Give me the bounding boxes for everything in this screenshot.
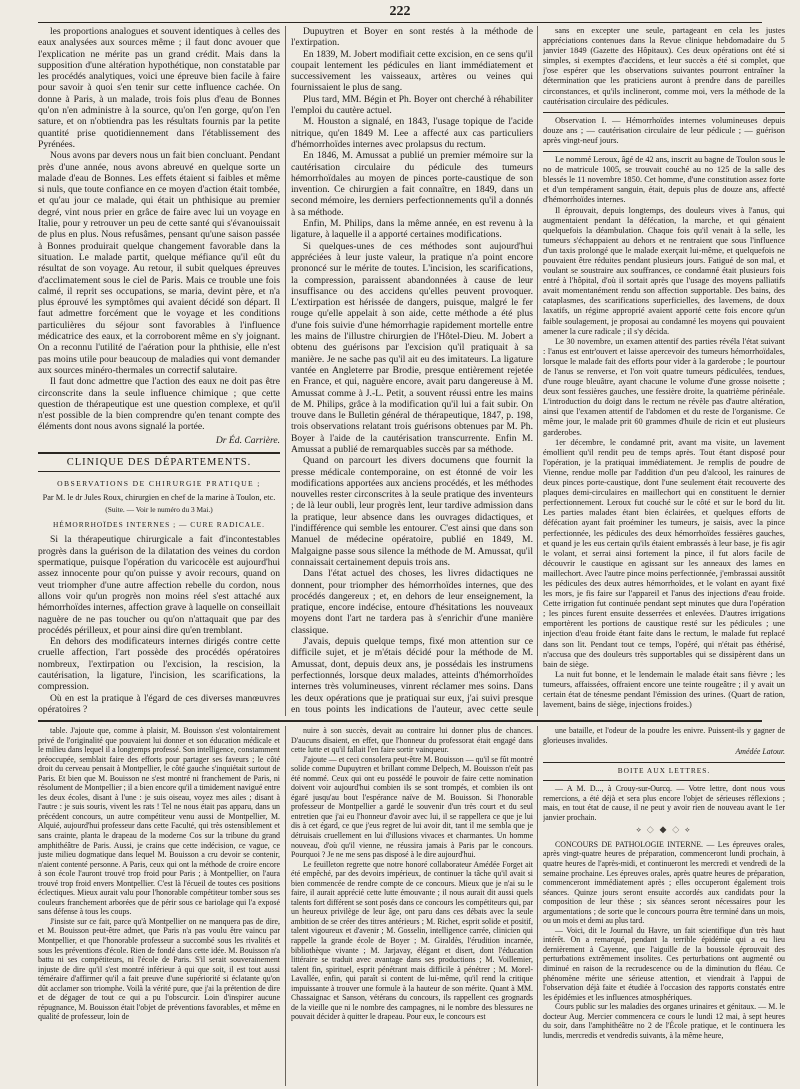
paragraph: Cours public sur les maladies des organes urinaires et génitaux. — M. le docteur Aug. Mercier commencera ce cours le lundi 12 mai, à sept heures du soir, dans l'amphithéâtre no 2 de l'École pratique, et le continuera les lundis, mercredis et vendredis suivants, à la même heure, (543, 1002, 785, 1040)
paragraph: une bataille, et l'odeur de la poudre les enivre. Puissent-ils y gagner de glorieuses invalides. (543, 726, 785, 745)
paragraph: CONCOURS DE PATHOLOGIE INTERNE. — Les épreuves orales, après vingt-quatre heures de préparation, commenceront lundi prochain, à quatre heures de l'après-midi, et continueront les mercredi et vendredi de la semaine prochaine. Les épreuves orales, après quatre heures de préparation, commenceront immédiatement après ; elles occuperont également trois séances. Quinze jours seront ensuite accordés aux candidats pour la composition de leur thèse ; six séances seront nécessaires pour les argumentations ; de sorte que le concours pourra être terminé dans un mois, ou un mois et demi au plus tard. (543, 839, 785, 926)
paragraph: J'avais, depuis quelque temps, fixé mon attention sur ce difficile sujet, et je m'étais décidé pour la méthode de M. Amussat, dont, depuis deux ans, je possédais les instrumens perfectionnés, lorsque deux malades, atteints d'hémorrhoïdes internes très volumineuses, vinrent réclamer mes soins. Dans les deux opérations que je pratiquai sur eux, j'ai suivi presque en tous points les indications de l'auteur, avec cette seule (291, 636, 533, 715)
paragraph: sans en excepter une seule, partageant en cela les justes appréciations contenues dans la Revue clinique hebdomadaire du 5 janvier 1849 (Gazette des Hôpitaux). Ces deux opérations ont été si simples, si exemptes d'accidens, et leur succès a été si complet, que j'ose espérer que les observations suivantes pourront entraîner la détermination que les praticiens auront à prendre dans de pareilles circonstances, et qu'ils inclineront, comme moi, vers la méthode de la cautérisation circulaire des pédicules. (543, 26, 785, 106)
article-column-1 (38, 26, 280, 716)
feuilleton-column-1 (38, 726, 280, 1086)
feuilleton-column-2 (291, 726, 533, 1086)
divider (543, 112, 785, 113)
article-column-3 (543, 26, 785, 716)
article-subheading: HÉMORRHOÏDES INTERNES ; — CURE RADICALE. (52, 520, 266, 530)
paragraph: Si la thérapeutique chirurgicale a fait d'incontestables progrès dans la guérison de la dilatation des veines du cordon spermatique, puisque l'opération du varicocèle est aujourd'hui assez innocente pour qu'on puisse y avoir recours, quand on veut triompher d'une autre affection rebelle du cordon, nous allons voir qu'un progrès non moins réel s'est attaché aux hémorrhoïdes internes, affection grave à laquelle on conseillait naguère de ne pas toucher ou qu'on n'attaquait que par des procédés périlleux, et pour ainsi dire qu'en tremblant. (38, 534, 280, 636)
paragraph: Il faut donc admettre que l'action des eaux ne doit pas être circonscrite dans la seule influence chimique ; que cette question de thérapeutique est une question complexe, et qu'il n'est possible de la bien comprendre qu'en tenant compte des éléments dont nous avons signalé la portée. (38, 376, 280, 433)
paragraph: table. J'ajoute que, comme à plaisir, M. Bouisson s'est volontairement privé de l'originalité que pouvaient lui donner et son éducation médicale et le milieu dans lequel il a longtemps professé. Son intelligence, constamment préoccupée, semblait faire des efforts pour partager ses faveurs ; le côté droit du cerveau pensait à Montpellier, le côté gauche s'inquiétait surtout de Paris. Et bien que M. Bouisson ne s'est montré ni franchement de Paris, ni résolument de Montpellier ; il a bien encore qu'il a timidement navigué entre les deux écoles, disant à l'une : je suis oiseau, voyez mes ailes ; disant à l'autre : je suis souris, vivent les rats ! Tel ne nous était pas apparu, dans un précédent concours, un autre compétiteur venu aussi de Montpellier, M. Alquié, aujourd'hui professeur dans cette Faculté, qui très ostensiblement et sans crainte, planta le drapeau de la moderne Cos sur la tribune du grand amphithéâtre de Paris. Aussi, je crains que cette indécision, ce vague, ce juste milieu dogmatique dans lequel M. Bouisson a cru devoir se contenir, n'aient contenté personne. A Paris, ceux qui ont la méthode de croire encore à son école l'auront trouvé trop froid pour Paris ; à Montpellier, on l'aura trouvé trop froid envers Montpellier. C'est là l'écueil de toutes ces positions éclectiques. Mieux aurait valu pour l'honorable compétiteur tomber sous ses couleurs franchement arborées que de périr sous ce bariolage qui l'a exposé sans défense à tous les coups. (38, 726, 280, 917)
ornament-divider: ⟡ ◇ ◆ ◇ ⟡ (636, 826, 692, 835)
header-rule (38, 22, 762, 23)
paragraph: Le nommé Leroux, âgé de 42 ans, inscrit au bagne de Toulon sous le no de matricule 1005, se trouvait couché au no 125 de la salle des blessés le 11 novembre 1850. Cet homme, d'une constitution assez forte et d'un tempérament sanguin, était, depuis plus de douze ans, affecté d'hémorrhoïdes internes. (543, 155, 785, 205)
paragraph: nuire à son succès, devait au contraire lui donner plus de chances. D'aucuns disaient, en effet, que l'honneur du professorat était engagé dans cette lutte et qu'il fallait l'en faire sortir vainqueur. (291, 726, 533, 755)
author-signature: Dr Éd. Carrière. (215, 434, 280, 446)
divider (543, 780, 785, 781)
paragraph: Où en est la pratique à l'égard de ces diverses manœuvres opératoires ? (38, 692, 280, 715)
section-heading: BOITE AUX LETTRES. (617, 765, 711, 775)
paragraph: Le 30 novembre, un examen attentif des parties révéla l'état suivant : l'anus est entr'ouvert et laisse apercevoir des tumeurs hémorrhoïdales, lorsque le malade fait des efforts pour vider à la garderobe ; le pourtour de l'anus se renverse, et l'on voit quatre tumeurs pédiculées, tendues, d'une rouge bleuâtre, ayant chacune le volume d'une grosse noisette ; deux sont fessières gauches, une fessière droite, la quatrième périnéale. L'introduction du doigt dans le rectum ne révèle pas d'autre altération, ainsi que l'examen attentif de l'abdomen et du reste de l'organisme. Ce même jour, le malade prit 60 grammes d'huile de ricin et eut plusieurs garderobes. (543, 336, 785, 437)
paragraph: Quand on parcourt les divers documens que fournit la presse médicale contemporaine, on est étonné de voir les modifications apportées aux anciens procédés, et les méthodes nouvelles rester circonscrites à la seule pratique des inventeurs ; de là leur oubli, leur progrès lent, leur tardive admission dans la pratique, leur absence dans les ouvrages didactiques, et l'indifférence qui semble les entourer. C'est ainsi que dans son Manuel de médecine opératoire, publié en 1849, M. Malgaigne passe sous silence la méthode de M. Amussat, qu'il connaissait certainement depuis trois ans. (291, 455, 533, 568)
divider (543, 762, 785, 763)
paragraph: les proportions analogues et souvent identiques à celles des eaux analysées aux sources même ; il faut donc avouer que l'explication ne mérite pas un grand crédit. Mais dans la supposition d'une altération hypothétique, non constatable par les procédés analytiques, voici une épreuve bien facile à faire pour savoir à quoi s'en tenir sur cette influence cachée. On donne à Paris, à un malade, trois fois plus d'eau de Bonnes qu'on n'en administre à la source, qu'on l'en gorge, qu'on l'en sature, et on n'obtiendra pas les résultats fournis par la petite quantité prise quotidiennement dans l'établissement des Pyrénées. (38, 26, 280, 150)
paragraph: Nous avons par devers nous un fait bien concluant. Pendant près d'une année, nous avons abreuvé en quelque sorte un malade d'eau de Bonnes. Les effets étaient si faibles et même si nuls, que toute confiance en ce moyen d'action était tombée, et qu'au jour ce malade, qui était un phthisique au premier degré, vint nous prier en grâce de faire avec lui un voyage en Italie, pour y retrouver un peu de cette santé qui s'évanouissait de plus en plus. Nous refusâmes, pensant qu'une saison passée à Bonnes produirait quelque changement favorable dans la situation. Le malade partit, quelque méfiance qu'il eût du résultat de son voyage. Au retour, il subit quelques épreuves d'acclimatement sous le ciel de Paris. Mais ce trouble une fois calmé, il reprit ses occupations, se maria, devint père, et n'a plus éprouvé les symptômes qui avaient décidé son départ. Il faut admettre forcément que le voyage et les conditions particulières du séjour sont favorables à l'influence médicatrice des eaux, et la corroborent même en s'y joignant. On a reconnu l'utilité de l'aération pour la phthisie, elle n'est pas moins utile pour beaucoup de maladies qui vont demander aux sources minéro-thermales un correctif salutaire. (38, 150, 280, 376)
column-separator (537, 726, 538, 1086)
section-title: CLINIQUE DES DÉPARTEMENTS. (66, 456, 252, 468)
paragraph: Plus tard, MM. Bégin et Ph. Boyer ont cherché à réhabiliter l'emploi du cautère actuel. (291, 93, 533, 117)
paragraph: Si quelques-unes de ces méthodes sont aujourd'hui appréciées à leur juste valeur, la pratique n'a point encore prononcé sur le mérite de toutes. L'incision, les scarifications, la compression, paraissent abandonnées à cause de leur insuffisance ou des accidens qu'elles peuvent provoquer. L'extirpation est hérissée de dangers, puisque, malgré le fer rouge qu'elle appelait à son aide, cette méthode a été plus d'une fois suivie d'une hémorrhagie rapidement mortelle entre les mains de l'illustre chirurgien de l'Hôtel-Dieu. M. Jobert a obtenu des guérisons par l'excision qu'il pratiquait à sa manière. Je ne sache pas qu'il ait eu des imitateurs. La ligature vantée en Angleterre par Brodie, presque entièrement rejetée en France, et qui, naguère encore, avait paru dangereuse à M. Amussat comme à J.-L. Petit, a souvent réussi entre les mains de M. Philips, grâce à la modification qu'il lui a fait subir. On trouve dans le Bulletin général de thérapeutique, 1847, p. 198, trois observations relatant trois guérisons obtenues par M. Ph. Boyer à l'aide de la cautérisation transcurrente. Enfin M. Amussat a publié de remarquables succès par sa méthode. (291, 240, 533, 455)
page-number: 222 (389, 4, 411, 19)
article-heading: OBSERVATIONS DE CHIRURGIE PRATIQUE ; (57, 479, 261, 489)
section-divider (38, 471, 280, 472)
paragraph: En 1846, M. Amussat a publié un premier mémoire sur la cautérisation circulaire du pédicule des tumeurs hémorrhoïdales au moyen de pinces porte-caustique de son invention. Ce chirurgien a fait connaître, en 1849, dans un second mémoire, les derniers perfectionnements qu'il a donnés à sa méthode. (291, 150, 533, 218)
paragraph: Le feuilleton regrette que notre honoré collaborateur Amédée Forget ait été empêché, par des devoirs impérieux, de continuer la tâche qu'il avait si bien commencée de rendre compte de ce concours. Mieux que je n'ai su le faire, il aurait apprécié cette lutte émouvante ; il nous aurait dit aussi quels talents fort différent se sont posés dans ce concours les compétiteurs qui, par un heureux privilège de leur âge, ont paru dans ces débats avec la seule ambition de se créer des titres antérieurs ; M. Richet, esprit solide et positif, talent vigoureux et d'avenir ; M. Gosselin, intelligence carrée, clinicien qui rappelle la grande école de Boyer ; M. Giraldès, l'érudition incarnée, bibliothèque vivante ; M. Jarjavay, élégant et disert, dont l'éducation littéraire se traduit avec avantage dans ses productions ; M. Voillemier, talent fin, spirituel, esprit pénétrant mais difficile à pénétrer ; M. Morel-Lavallée, enfin, qui paraît si content de lui-même, qu'il rend la critique impuissante à trouver une formule à la hauteur de son mérite. Quant à MM. Chassaignac et Sanson, vétérans du concours, ils rappellent ces grognards de la vieille que ni le nombre des campagnes, ni le nombre des blessures ne pouvait décider à quitter le drapeau. Pour eux, le concours est (291, 859, 533, 1022)
paragraph: J'insiste sur ce fait, parce qu'à Montpellier on ne manquera pas de dire, et M. Bouisson peut-être admet, que Paris n'a pas voulu être vaincu par Montpellier, et que l'honorable professeur a succombé sous les rivalités et sous les préventions d'école. Rien de fondé dans cette idée. M. Bouisson n'a battu ni ses compétiteurs, ni l'école de Paris. S'il serait souverainement injuste de dire qu'il s'est montré inférieur à qui que soit, il est tout aussi téméraire d'affirmer qu'il a fait preuve d'une supériorité si éclatante qu'on dût acclamer son triomphe. Voilà la vérité pure, que j'ai la prétention de dire et de dégager de tout ce qui a pu l'obscurcir. Loin d'inspirer aucune répugnance, M. Bouisson était l'objet de préventions favorables, et même en qualité de professeur, loin de (38, 916, 280, 1022)
article-column-2 (291, 26, 533, 716)
article-byline: Par M. le dr Jules Roux, chirurgien en chef de la marine à Toulon, etc. (42, 492, 276, 502)
feuilleton-divider (38, 720, 762, 722)
column-separator (537, 26, 538, 716)
paragraph: — Voici, dit le Journal du Havre, un fait scientifique d'un très haut intérêt. On a remarqué, pendant la terrible épidémie qui a eu lieu dernièrement à Cayenne, que l'aiguille de la boussole éprouvait des perturbations extrêmement insolites. Ces perturbations ont augmenté ou diminué en raison de la recrudescence ou de la diminution du fléau. Ce phénomène mérite une sérieuse attention, et viendrait à l'appui de l'observation déjà faite et étudiée à l'occasion des rapports constatés entre les épidémies et les influences atmosphériques. (543, 925, 785, 1002)
paragraph: J'ajoute — et ceci consolera peut-être M. Bouisson — qu'il se fût montré solide comme Dupuytren et brillant comme Delpech, M. Bouisson n'eût pas été nommé. Ceux qui ont eu possédé le pouvoir de faire cette nomination doivent voir aujourd'hui combien ils se sont trompés, et combien ils ont égaré jusqu'au bout l'espérance naïve de M. Bouisson. Si l'honorable professeur de Montpellier a gardé le souvenir d'un très court et du seul entretien que j'ai eu l'honneur d'avoir avec lui, il se rappellera ce que je lui dis à cet égard, ce que j'eus regret de lui avoir dit, tant il me sembla que je détruisais cruellement en lui d'illusions vivaces et charmantes. Un homme nouveau, d'où qu'il vienne, ne réussira jamais à Paris par le concours. Pourquoi ? Je ne me sens pas disposé à le dire aujourd'hui. (291, 754, 533, 860)
paragraph: Dupuytren et Boyer en sont restés à la méthode de l'extirpation. (291, 26, 533, 49)
feuilleton-column-3 (543, 726, 785, 1086)
paragraph: M. Houston a signalé, en 1843, l'usage topique de l'acide nitrique, qu'en 1849 M. Lee a affecté aux cas particuliers d'hémorrhoïdes internes avec prolapsus du rectum. (291, 116, 533, 150)
column-separator (285, 726, 286, 1086)
paragraph: — A M. D..., à Crouy-sur-Ourcq. — Votre lettre, dont nous vous remercions, a été déjà et sera plus encore l'objet de sérieuses réflexions ; mais, en tout état de cause, il ne peut y avoir rien de nouveau avant le 1er janvier prochain. (543, 784, 785, 822)
continuation-note: (Suite. — Voir le numéro du 3 Mai.) (105, 504, 213, 514)
paragraph: Dans l'état actuel des choses, les livres didactiques ne donnent, pour triompher des hémorrhoïdes internes, que des procédés dangereux ; et, en dehors de leur enseignement, la pratique, encore indécise, entoure d'hésitations les nouveaux moyens dont l'art ne tardera pas à s'enrichir d'une manière classique. (291, 568, 533, 636)
case-title: Observation I. — Hémorrhoïdes internes volumineuses depuis douze ans ; — cautérisation circulaire de leur pédicule ; — guérison après vingt-neuf jours. (543, 115, 785, 145)
paragraph: La nuit fut bonne, et le lendemain le malade était sans fièvre ; les tumeurs, affaissées, offraient encore une teinte rougeâtre ; il y avait un certain état de ténesme pendant l'émission des urines. (Quart de ration, lavement, bains de siège, injections froides.) (543, 669, 785, 710)
author-signature: Amédée Latour. (735, 747, 785, 757)
divider (543, 151, 785, 152)
column-separator (285, 26, 286, 716)
paragraph: Enfin, M. Philips, dans la même année, en est revenu à la ligature, à laquelle il a apporté certaines modifications. (291, 218, 533, 241)
section-divider (38, 452, 280, 454)
paragraph: Il éprouvait, depuis longtemps, des douleurs vives à l'anus, qui augmentaient pendant la défécation, la marche, et qui génaient quelquefois la déambulation. Chaque fois qu'il venait à la selle, les tumeurs s'échappaient au dehors et ne rentraient que sous l'influence d'un taxis prolongé que le malade exerçait lui-même, et quelquefois ne pouvaient être réduites pendant plusieurs jours. Fatigué de son mal, et voulant se soustraire aux souffrances, ce condamné était plusieurs fois entré à l'hôpital, d'où il sortait après que l'usage des moyens palliatifs avait momentanément rendu son affection supportable. Des bains, des cataplasmes, des scarifications superficielles, des lavemens, de doux laxatifs, un régime approprié avaient apporté cette fois encore qu'un faible soulagement, je proposai au condamné les moyens qui pouvaient amener la cure radicale ; il s'y décida. (543, 205, 785, 336)
paragraph: 1er décembre, le condamné prit, avant ma visite, un lavement émollient qu'il rendit peu de temps après. Tout étant disposé pour l'opération, je la pratiquai immédiatement. Je remplis de poudre de Vienne, rendue molle par l'addition d'un peu d'alcool, les rainures de deux pinces porte-caustique, dont l'une seulement était recouverte des plaques demi-circulaires en maillechort qui en constituent le dernier perfectionnement. Leroux fut couché sur le côté et sur le bord du lit. Les parties malades étant bien éclairées, et quelques efforts de défécation ayant fait proéminer les tumeurs, je saisis, avec la pince perfectionnée, les pédicules des deux hémorrhoïdes fessières gauches, et quand je les eus certain qu'ils étaient embrassés à leur base, je fis agir le volant, et serrai ainsi fortement la pince, il fut alors facile de découvrir le caustique en agissant sur les anneaux des lames en maillechort. Avec l'autre pince moins perfectionnée, j'embrassai aussitôt les pédicules des deux autres hémorrhoïdes, et le volant en ayant fixé les mors, je fis faire sur l'appareil et l'anus des injections d'eau froide. Cette irrigation fut continuée pendant sept minutes que dura l'opération ; les pinces furent ensuite desserrées et enlevées. D'autres irrigations emportèrent les portions de caustique resté sur les pédicules ; une injection d'eau froide étant faite dans le rectum, le malade fut replacé dans son lit. Pendant tout ce temps, l'opéré, qui n'était pas éthérisé, n'accusa que des douleurs très supportables qui se dissipèrent dans un bain de siège. (543, 437, 785, 669)
paragraph: En 1839, M. Jobert modifiait cette excision, en ce sens qu'il coupait lentement les pédicules en liant immédiatement et successivement les vaisseaux, artères ou veines qui fournissaient le plus de sang. (291, 48, 533, 94)
paragraph: En dehors des modificateurs internes dirigés contre cette cruelle affection, l'art possède des procédés opératoires nombreux, l'extirpation ou l'excision, la rescision, la cautérisation, la ligature, l'incision, les scarifications, la compression. (38, 636, 280, 693)
